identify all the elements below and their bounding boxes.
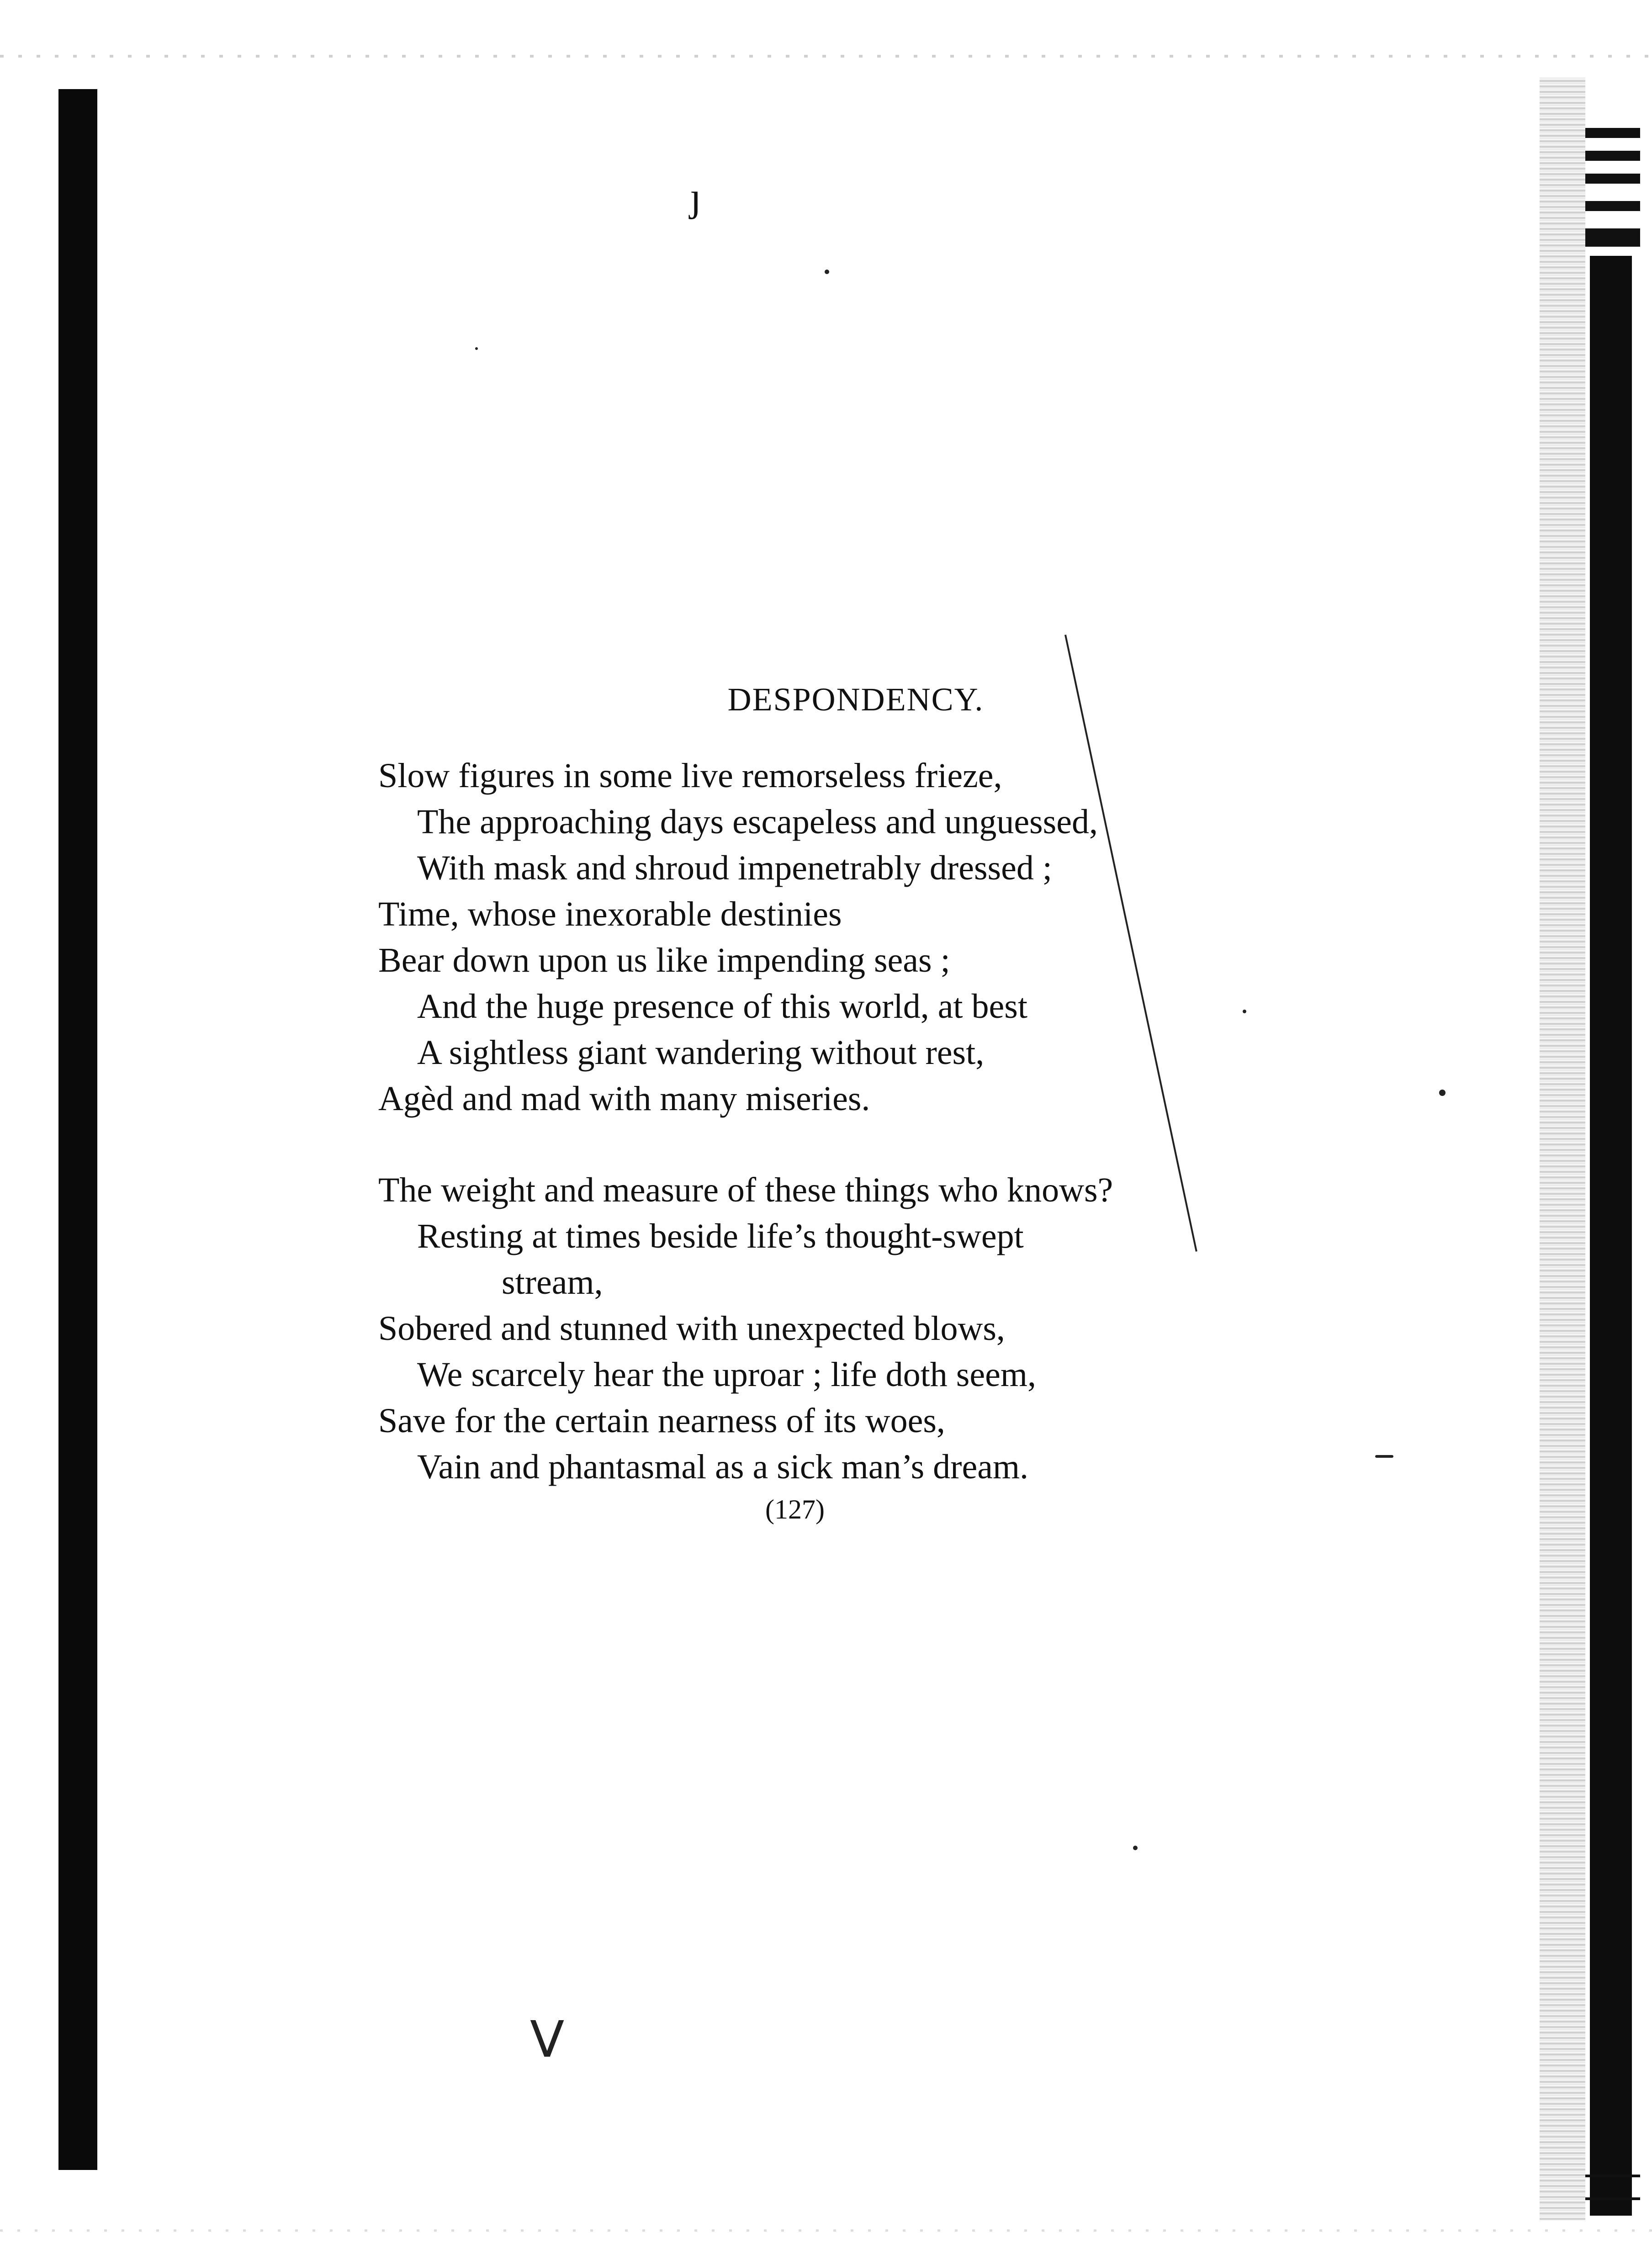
poem-line: Sobered and stunned with unexpected blows,	[378, 1309, 1005, 1348]
poem-line: Time, whose inexorable destinies	[378, 895, 842, 933]
margin-mark-top: ȷ	[690, 175, 702, 220]
edge-tick	[1585, 228, 1640, 247]
ink-speck	[475, 347, 478, 350]
poem-line: With mask and shroud impenetrably dressed ;	[417, 849, 1052, 887]
poem-line: The approaching days escapeless and unguessed,	[417, 803, 1098, 841]
edge-tick	[1585, 2175, 1640, 2177]
poem-title: DESPONDENCY.	[727, 681, 984, 718]
poem-line: We scarcely hear the uproar ; life doth seem,	[417, 1355, 1036, 1394]
edge-tick	[1585, 151, 1640, 161]
edge-tick	[1585, 128, 1640, 138]
poem-line: Agèd and mad with many miseries.	[378, 1080, 870, 1118]
poem-line: And the huge presence of this world, at best	[417, 987, 1027, 1026]
ink-speck	[1439, 1090, 1446, 1096]
stanza-1	[378, 753, 1098, 1122]
scan-binding-shadow-left	[58, 89, 97, 2170]
ink-speck	[1243, 1010, 1246, 1013]
ink-speck	[825, 270, 829, 274]
page-edge-band	[1590, 256, 1632, 2216]
ink-speck	[1375, 1455, 1393, 1458]
poem-line-continuation: stream,	[502, 1263, 603, 1302]
edge-tick	[1585, 201, 1640, 211]
poem-line: Save for the certain nearness of its woes,	[378, 1402, 945, 1440]
poem-line: Resting at times beside life’s thought-swept	[417, 1217, 1024, 1255]
poem-line: Vain and phantasmal as a sick man’s dream.	[417, 1448, 1029, 1486]
edge-tick	[1585, 2197, 1640, 2200]
scan-dust-top	[0, 55, 1652, 58]
ink-speck	[1133, 1846, 1138, 1850]
stanza-2	[378, 1167, 1113, 1490]
page-edge-hatching	[1540, 78, 1585, 2220]
edge-tick	[1585, 174, 1640, 184]
scan-page-edge-right	[1540, 78, 1640, 2220]
poem-line: A sightless giant wandering without rest,	[417, 1033, 985, 1072]
poem-line: Bear down upon us like impending seas ;	[378, 941, 950, 979]
poem-line: The weight and measure of these things who knows?	[378, 1171, 1113, 1209]
poem-line: Slow figures in some live remorseless frieze,	[378, 757, 1002, 795]
scan-dust-bottom	[0, 2229, 1652, 2232]
margin-mark-bottom: V	[530, 2010, 565, 2069]
page-number: (127)	[765, 1494, 825, 1524]
